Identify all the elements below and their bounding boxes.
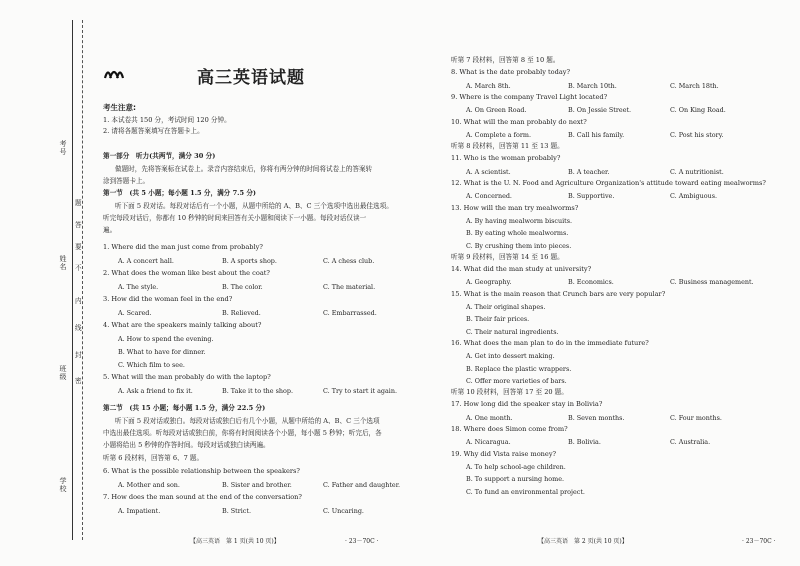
- answer-option: B. Supportive.: [568, 192, 615, 201]
- answer-option: B. A sports shop.: [222, 257, 277, 265]
- answer-option: B. Replace the plastic wrappers.: [466, 364, 572, 373]
- question-stem: 17. How long did the speaker stay in Bolivia?: [451, 400, 603, 409]
- question-stem: 3. How did the woman feel in the end?: [103, 295, 233, 303]
- answer-option: A. One month.: [466, 413, 513, 422]
- publisher-logo-icon: [103, 65, 125, 80]
- listen-instruction: 听第 6 段材料，回答第 6、7 题。: [103, 454, 204, 462]
- answer-option: A. Geography.: [466, 278, 512, 287]
- answer-option: A. Complete a form.: [466, 130, 531, 139]
- seal-char: 题: [75, 199, 82, 207]
- question-stem: 18. Where does Simon come from?: [451, 425, 568, 433]
- seal-char: 答: [75, 221, 82, 229]
- answer-option: A. Ask a friend to fix it.: [118, 387, 193, 395]
- answer-option: A. March 8th.: [466, 81, 511, 90]
- question-stem: 16. What does the man plan to do in the immediate future?: [451, 338, 649, 347]
- section1-heading: 第一节 (共 5 小题；每小题 1.5 分，满分 7.5 分): [103, 189, 257, 197]
- notice-heading: 考生注意:: [103, 103, 136, 112]
- seal-char: 不: [75, 264, 82, 272]
- answer-option: A. Their original shapes.: [466, 303, 546, 311]
- question-stem: 15. What is the main reason that Crunch bars are very popular?: [451, 289, 666, 298]
- page-title: 高三英语试题: [197, 68, 305, 88]
- part1-intro-line: 做题时，先将答案标在试卷上。录音内容结束后，你将有两分钟的时间将试卷上的答案转: [115, 165, 373, 173]
- answer-option: C. Father and daughter.: [323, 481, 401, 489]
- answer-option: B. To support a nursing home.: [466, 475, 565, 484]
- answer-option: C. Post his story.: [670, 130, 724, 139]
- answer-option: C. By crushing them into pieces.: [466, 241, 572, 250]
- answer-option: A. On Green Road.: [466, 106, 527, 115]
- section1-intro-line: 遍。: [103, 226, 117, 234]
- listen-instruction: 听第 10 段材料，回答第 17 至 20 题。: [451, 388, 568, 397]
- answer-option: C. Their natural ingredients.: [466, 327, 559, 336]
- answer-option: C. A nutritionist.: [670, 167, 724, 176]
- answer-option: B. On Jessie Street.: [568, 106, 632, 115]
- answer-option: B. Strict.: [222, 507, 251, 515]
- question-stem: 8. What is the date probably today?: [451, 68, 571, 77]
- answer-option: B. Sister and brother.: [222, 481, 292, 489]
- answer-option: C. Ambiguous.: [670, 192, 718, 201]
- answer-option: C. Which film to see.: [118, 361, 185, 369]
- question-stem: 9. Where is the company Travel Light located?: [451, 92, 608, 101]
- section2-intro-line: 小题将给出 5 秒钟的作答时间。每段对话或独白读两遍。: [103, 441, 270, 449]
- answer-option: C. Australia.: [670, 438, 711, 447]
- section2-heading: 第二节 (共 15 小题；每小题 1.5 分，满分 22.5 分): [103, 404, 266, 412]
- answer-option: A. A concert hall.: [118, 257, 174, 265]
- answer-option: B. The color.: [222, 283, 263, 291]
- question-stem: 6. What is the possible relationship between the speakers?: [103, 467, 300, 475]
- seal-char: 线: [75, 324, 82, 332]
- answer-option: A. Scared.: [118, 309, 152, 317]
- answer-option: A. Impatient.: [118, 507, 161, 515]
- answer-option: B. Take it to the shop.: [222, 387, 293, 395]
- answer-option: C. Offer more varieties of bars.: [466, 376, 567, 385]
- part1-intro-line: 涂到答题卡上。: [103, 177, 150, 185]
- listen-instruction: 听第 8 段材料，回答第 11 至 13 题。: [451, 142, 564, 151]
- section1-intro-line: 听完每段对话后，你都有 10 秒钟的时间来回答有关小题和阅读下一小题。每段对话仅读一: [103, 214, 367, 222]
- answer-option: B. What to have for dinner.: [118, 348, 206, 356]
- answer-option: B. Seven months.: [568, 413, 625, 422]
- answer-option: C. A chess club.: [323, 257, 375, 265]
- footer-right-code: · 23－70C ·: [742, 538, 776, 545]
- answer-option: B. A teacher.: [568, 167, 610, 176]
- answer-option: B. Economics.: [568, 278, 614, 287]
- answer-option: C. To fund an environmental project.: [466, 487, 585, 496]
- listen-instruction: 听第 9 段材料，回答第 14 至 16 题。: [451, 252, 564, 261]
- part1-heading: 第一部分 听力(共两节，满分 30 分): [103, 152, 216, 160]
- footer-left: 【高三英语 第 1 页(共 10 页)】: [190, 538, 280, 545]
- answer-option: A. By having mealworm biscuits.: [466, 216, 573, 225]
- answer-option: A. Nicaragua.: [466, 438, 511, 447]
- footer-right: 【高三英语 第 2 页(共 10 页)】: [538, 538, 628, 545]
- notice-item: 1. 本试卷共 150 分，考试时间 120 分钟。: [103, 116, 231, 124]
- answer-option: A. A scientist.: [466, 167, 511, 176]
- answer-option: C. March 18th.: [670, 81, 719, 90]
- seal-char: 封: [75, 351, 82, 359]
- question-stem: 7. How does the man sound at the end of the conversation?: [103, 493, 302, 501]
- question-stem: 19. Why did Vista raise money?: [451, 449, 557, 458]
- answer-option: C. Four months.: [670, 413, 722, 422]
- answer-option: B. Relieved.: [222, 309, 261, 317]
- seal-char: 密: [75, 377, 82, 385]
- answer-option: C. Embarrassed.: [323, 309, 377, 317]
- question-stem: 5. What will the man probably do with the laptop?: [103, 373, 271, 381]
- footer-left-code: · 23－70C ·: [345, 538, 379, 545]
- question-stem: 12. What is the U. N. Food and Agriculture Organization's attitude toward eating mealworms?: [451, 179, 766, 187]
- question-stem: 11. Who is the woman probably?: [451, 154, 561, 163]
- answer-option: A. The style.: [118, 283, 159, 291]
- answer-option: C. On King Road.: [670, 106, 726, 115]
- section2-intro-line: 听下面 5 段对话或独白。每段对话或独白后有几个小题，从题中所给的 A、B、C 三个选项: [115, 417, 380, 425]
- question-stem: 2. What does the woman like best about the coat?: [103, 269, 270, 277]
- side-label-xuexiao: 学校: [59, 477, 67, 493]
- seal-char: 内: [75, 297, 82, 305]
- side-label-banji: 班级: [59, 365, 67, 381]
- question-stem: 4. What are the speakers mainly talking about?: [103, 321, 262, 329]
- answer-option: A. Mother and son.: [118, 481, 180, 489]
- binding-dashed-line: [82, 20, 83, 540]
- side-label-kaohao: 考号: [59, 140, 67, 156]
- answer-option: B. By eating whole mealworms.: [466, 229, 569, 238]
- answer-option: C. Uncaring.: [323, 507, 364, 515]
- answer-option: A. To help school-age children.: [466, 462, 566, 471]
- answer-option: B. Call his family.: [568, 130, 625, 139]
- answer-option: A. Get into dessert making.: [466, 352, 555, 361]
- answer-option: C. The material.: [323, 283, 376, 291]
- seal-char: 要: [75, 243, 82, 251]
- answer-option: C. Business management.: [670, 278, 754, 287]
- answer-option: B. March 10th.: [568, 81, 617, 90]
- notice-item: 2. 请将各题答案填写在答题卡上。: [103, 127, 204, 135]
- side-label-xingming: 姓名: [59, 255, 67, 271]
- answer-option: B. Their fair prices.: [466, 315, 530, 324]
- answer-option: B. Bolivia.: [568, 438, 601, 447]
- question-stem: 14. What did the man study at university?: [451, 265, 592, 274]
- section2-intro-line: 中选出最佳选项。听每段对话或独白前，你将有时间阅读各个小题，每小题 5 秒钟；听完后，各: [103, 429, 382, 437]
- question-stem: 13. How will the man try mealworms?: [451, 203, 579, 212]
- answer-option: A. How to spend the evening.: [118, 335, 214, 343]
- question-stem: 10. What will the man probably do next?: [451, 117, 587, 126]
- binding-line: [72, 20, 73, 540]
- question-stem: 1. Where did the man just come from probably?: [103, 243, 263, 251]
- answer-option: A. Concerned.: [466, 192, 512, 201]
- section1-intro-line: 听下面 5 段对话。每段对话后有一个小题，从题中所给的 A、B、C 三个选项中选出最佳选项。: [115, 202, 393, 210]
- listen-instruction: 听第 7 段材料，回答第 8 至 10 题。: [451, 56, 560, 64]
- answer-option: C. Try to start it again.: [323, 387, 397, 395]
